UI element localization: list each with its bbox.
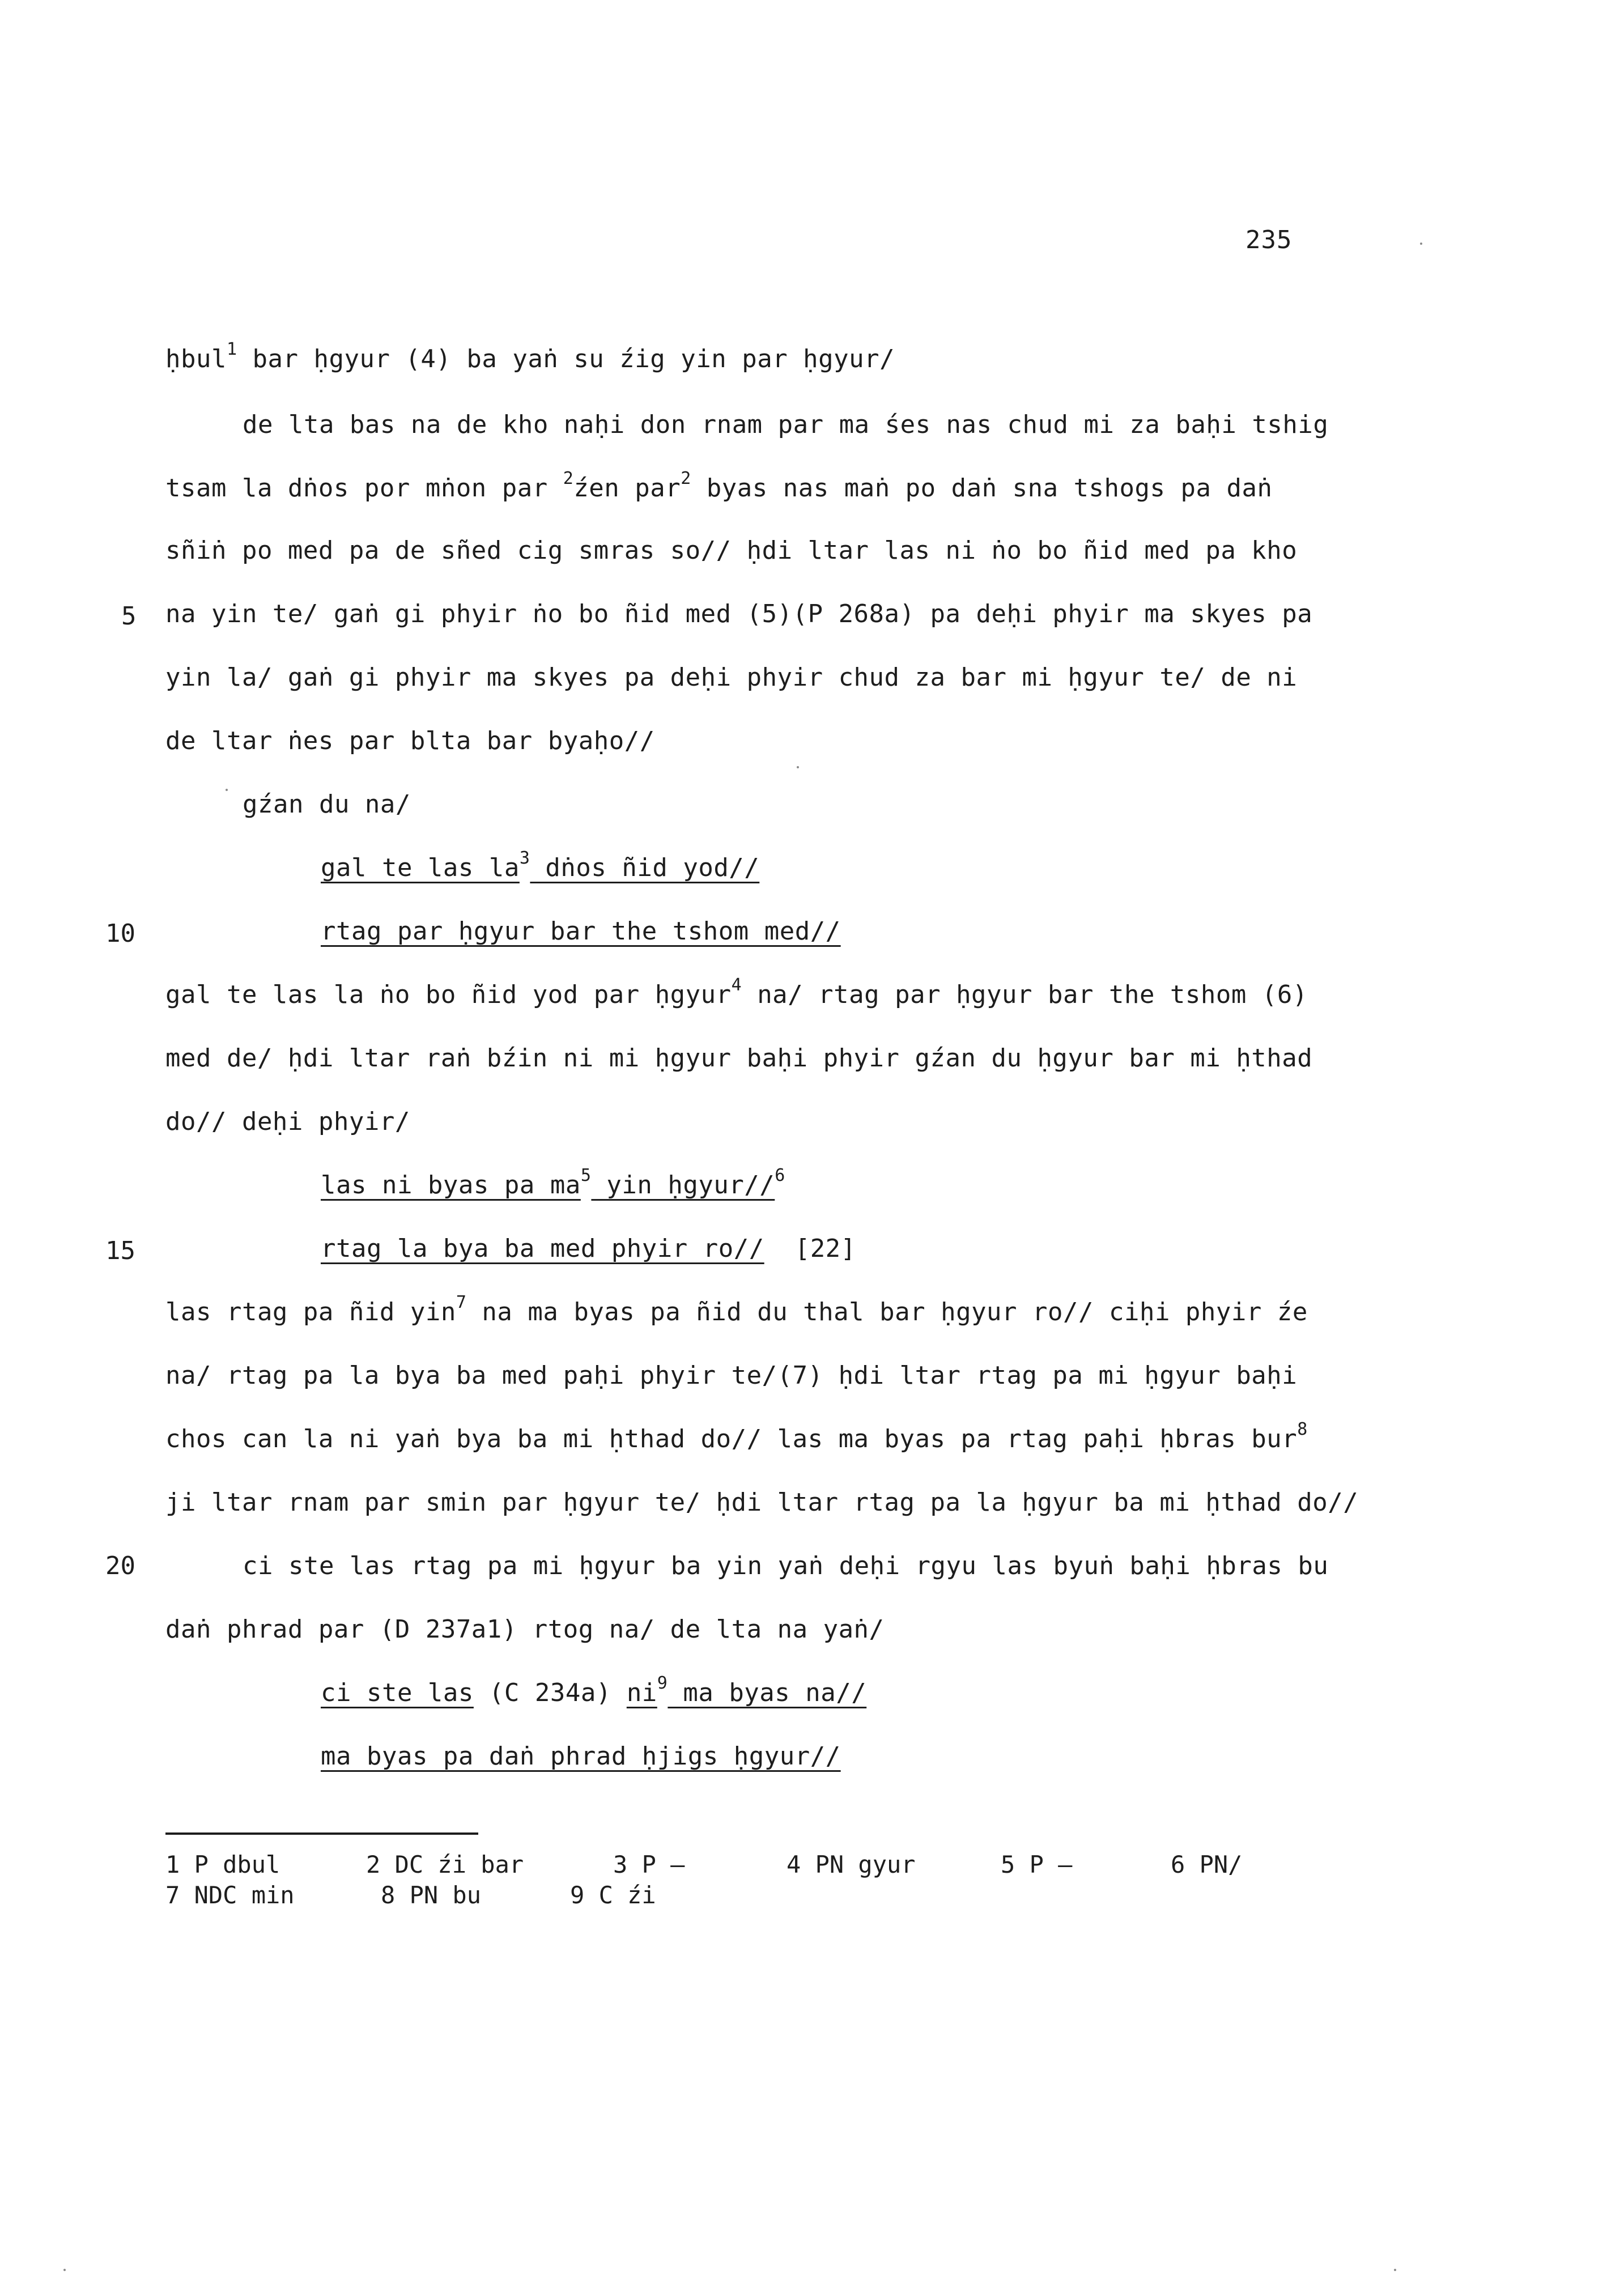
text-line: [165, 1614, 885, 1646]
page-number: 235: [1245, 226, 1293, 254]
verse-line: [321, 916, 841, 947]
text-run: ni: [626, 1678, 657, 1707]
text-run: ḥbul: [165, 345, 227, 373]
footnote-marker: 1: [226, 339, 237, 360]
text-run: gźan du na/: [243, 790, 411, 819]
scan-speck: [797, 766, 799, 768]
text-run: dṅos ñid yod//: [530, 853, 760, 882]
text-run: gal te las la: [321, 853, 520, 882]
text-run: ji ltar rnam par smin par ḥgyur te/ ḥdi ltar rtag pa la ḥgyur ba mi ḥthad do//: [165, 1488, 1359, 1517]
text-run: chos can la ni yaṅ bya ba mi ḥthad do// las ma byas pa rtag paḥi ḥbras bur: [165, 1425, 1298, 1453]
text-run: na yin te/ gaṅ gi phyir ṅo bo ñid med (5)(P 268a) pa deḥi phyir ma skyes pa: [165, 599, 1313, 628]
text-line: [165, 1487, 1358, 1519]
text-run: ma byas pa daṅ phrad ḥjigs ḥgyur//: [321, 1742, 841, 1771]
text-run: na/ rtag par ḥgyur bar the tshom (6): [742, 980, 1308, 1009]
verse-line: [321, 1741, 841, 1772]
footnote: 5 P —: [1001, 1851, 1073, 1878]
line-number: 20: [105, 1551, 135, 1580]
footnote-marker: 7: [456, 1292, 467, 1313]
footnote: 6 PN/: [1171, 1851, 1243, 1878]
text-line: [165, 1106, 410, 1138]
text-run: byas nas maṅ po daṅ sna tshogs pa daṅ: [691, 474, 1273, 503]
text-run: de ltar ṅes par blta bar byaḥo//: [165, 726, 655, 755]
scan-speck: [1420, 243, 1422, 245]
scan-speck: [1394, 2269, 1396, 2271]
text-run: yin ḥgyur//: [591, 1171, 775, 1200]
footnote-marker: 8: [1297, 1419, 1308, 1440]
footnote-marker: 4: [731, 975, 742, 996]
text-run: na ma byas pa ñid du thal bar ḥgyur ro// ciḥi phyir źe: [466, 1298, 1308, 1326]
scan-speck: [63, 2269, 66, 2271]
footnote-marker: 2: [563, 469, 574, 489]
text-line: [165, 1043, 1312, 1074]
footnote: 8 PN bu: [381, 1881, 482, 1909]
footnote: 1 P dbul: [165, 1851, 280, 1878]
text-run: ci ste las: [321, 1678, 474, 1707]
text-line: [165, 1419, 1308, 1455]
text-run: [22]: [764, 1234, 856, 1263]
text-line: [165, 535, 1297, 567]
footnote-marker: 6: [775, 1166, 785, 1186]
verse-line: [321, 1166, 785, 1201]
verse-line: [321, 1233, 856, 1265]
text-run: (C 234a): [473, 1678, 627, 1707]
footnote-marker: 2: [681, 469, 691, 489]
text-run: las ni byas pa ma: [321, 1171, 581, 1200]
text-line: [165, 598, 1312, 630]
text-line: [165, 725, 655, 757]
text-line: [243, 789, 411, 820]
text-line: [165, 469, 1273, 504]
text-line: [165, 662, 1297, 694]
text-run: yin la/ gaṅ gi phyir ma skyes pa deḥi phyir chud za bar mi ḥgyur te/ de ni: [165, 663, 1298, 692]
verse-line: [321, 1673, 867, 1709]
text-run: bar ḥgyur (4) ba yaṅ su źig yin par ḥgyur/: [237, 345, 895, 373]
text-run: na/ rtag pa la bya ba med paḥi phyir te/(7) ḥdi ltar rtag pa mi ḥgyur baḥi: [165, 1361, 1298, 1390]
footnote-marker: 5: [580, 1166, 592, 1186]
text-run: ci ste las rtag pa mi ḥgyur ba yin yaṅ deḥi rgyu las byuṅ baḥi ḥbras bu: [243, 1551, 1329, 1580]
text-line: [165, 339, 895, 375]
text-run: rtag par ḥgyur bar the tshom med//: [321, 917, 841, 946]
footnote: 4 PN gyur: [787, 1851, 916, 1878]
text-line: [165, 1360, 1297, 1392]
text-run: med de/ ḥdi ltar raṅ bźin ni mi ḥgyur baḥi phyir gźan du ḥgyur bar mi ḥthad: [165, 1044, 1313, 1073]
text-run: rtag la bya ba med phyir ro//: [321, 1234, 764, 1263]
footnote: 7 NDC min: [165, 1881, 295, 1909]
text-line: [243, 1550, 1328, 1582]
text-run: źen par: [573, 474, 681, 503]
text-run: las rtag pa ñid yin: [165, 1298, 456, 1326]
line-number: 5: [121, 602, 137, 631]
text-run: ma byas na//: [668, 1678, 867, 1707]
text-run: gal te las la ṅo bo ñid yod par ḥgyur: [165, 980, 732, 1009]
line-number: 10: [105, 919, 135, 948]
footnote-marker: 3: [519, 848, 530, 869]
footnote: 2 DC źi bar: [366, 1851, 524, 1878]
text-line: [165, 975, 1308, 1011]
footnote: 9 C źi: [570, 1881, 656, 1909]
footnote: 3 P —: [613, 1851, 685, 1878]
text-line: [165, 1292, 1308, 1328]
line-number: 15: [105, 1236, 135, 1265]
text-run: do// deḥi phyir/: [165, 1107, 410, 1136]
footnote-rule: [165, 1832, 478, 1835]
footnote-marker: 9: [657, 1673, 668, 1694]
text-run: de lta bas na de kho naḥi don rnam par ma śes nas chud mi za baḥi tshig: [243, 410, 1329, 439]
text-run: daṅ phrad par (D 237a1) rtog na/ de lta na yaṅ/: [165, 1615, 885, 1644]
verse-line: [321, 848, 760, 884]
text-run: tsam la dṅos por mṅon par: [165, 474, 563, 503]
text-line: [243, 409, 1328, 441]
scan-speck: [226, 789, 228, 791]
text-run: sñiṅ po med pa de sñed cig smras so// ḥdi ltar las ni ṅo bo ñid med pa kho: [165, 536, 1298, 565]
